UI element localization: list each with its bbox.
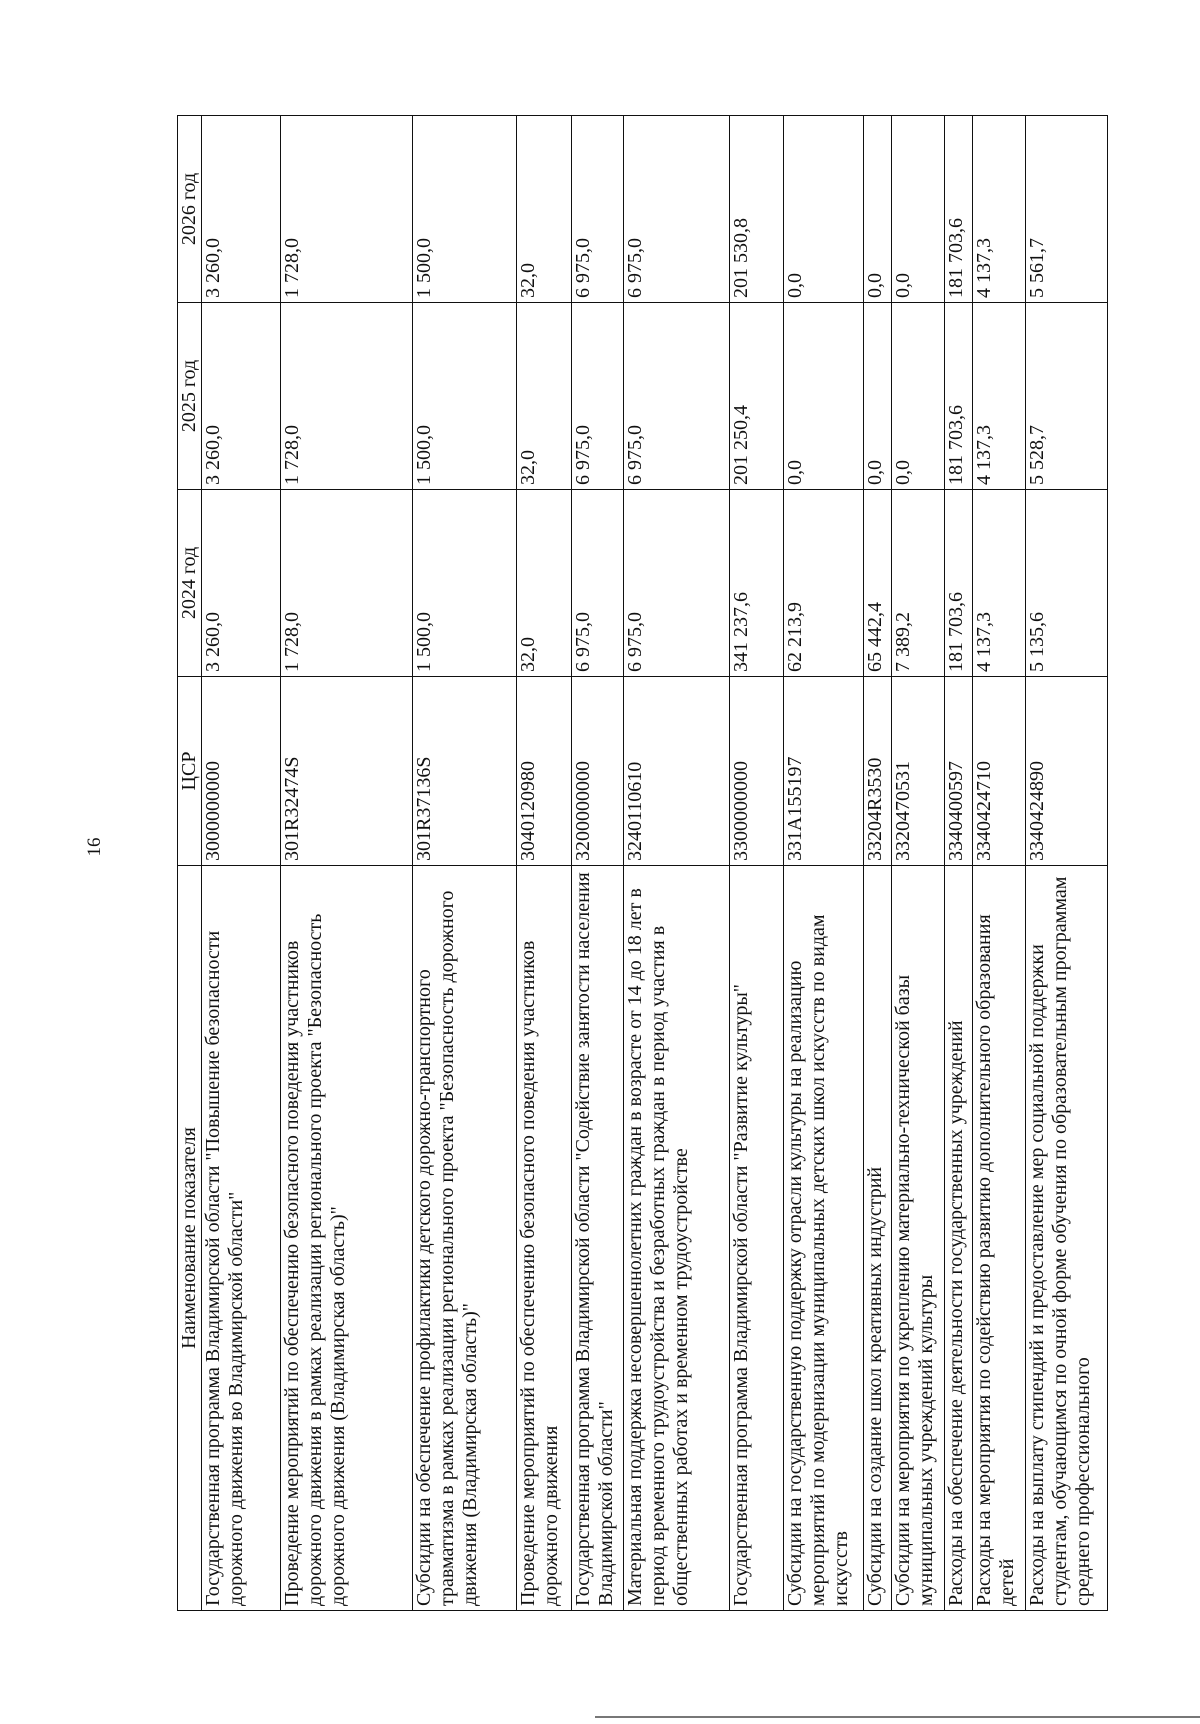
row-name: Государственная программа Владимирской области "Содействие занятости населения Владимирской области" — [572, 866, 624, 1611]
table-row — [945, 116, 973, 1611]
row-2024: 4 137,3 — [973, 490, 1026, 677]
table-row — [413, 116, 517, 1611]
header-name: Наименование показателя — [178, 866, 202, 1611]
row-csr: 3320470531 — [892, 677, 945, 866]
table-row — [864, 116, 892, 1611]
header-2024: 2024 год — [178, 490, 202, 677]
header-csr: ЦСР — [178, 677, 202, 866]
row-name: Материальная поддержка несовершеннолетних граждан в возрасте от 14 до 18 лет в период временного трудоустройства и безработных граждан в период участия в общественных работах и временном трудоустройстве — [624, 866, 730, 1611]
row-2026: 1 728,0 — [281, 116, 413, 303]
rotated-table-container — [177, 116, 1125, 1611]
table-row — [973, 116, 1026, 1611]
row-2024: 62 213,9 — [784, 490, 864, 677]
row-2025: 201 250,4 — [730, 303, 784, 490]
row-csr: 3000000000 — [202, 677, 281, 866]
row-2025: 32,0 — [517, 303, 572, 490]
row-name: Расходы на мероприятия по содействию развитию дополнительного образования детей — [973, 866, 1026, 1611]
scan-edge-line — [595, 1716, 1200, 1718]
row-2025: 3 260,0 — [202, 303, 281, 490]
row-2025: 6 975,0 — [572, 303, 624, 490]
row-2026: 0,0 — [892, 116, 945, 303]
row-2026: 201 530,8 — [730, 116, 784, 303]
row-name: Субсидии на мероприятия по укреплению материально-технической базы муниципальных учреждений культуры — [892, 866, 945, 1611]
row-2026: 0,0 — [784, 116, 864, 303]
row-2026: 3 260,0 — [202, 116, 281, 303]
row-2024: 181 703,6 — [945, 490, 973, 677]
table-body — [202, 116, 1108, 1611]
row-csr: 33204R3530 — [864, 677, 892, 866]
row-csr: 3240110610 — [624, 677, 730, 866]
table-row — [202, 116, 281, 1611]
row-2024: 7 389,2 — [892, 490, 945, 677]
table-row — [572, 116, 624, 1611]
table-row — [730, 116, 784, 1611]
table-row — [892, 116, 945, 1611]
row-csr: 3200000000 — [572, 677, 624, 866]
row-2026: 5 561,7 — [1026, 116, 1108, 303]
row-2025: 181 703,6 — [945, 303, 973, 490]
row-name: Расходы на выплату стипендий и предоставление мер социальной поддержки студентам, обучающимся по очной форме обучения по образовательным программам среднего профессионального — [1026, 866, 1108, 1611]
row-csr: 3340424890 — [1026, 677, 1108, 866]
row-name: Субсидии на государственную поддержку отрасли культуры на реализацию мероприятий по модернизации муниципальных детских школ искусств по видам искусств — [784, 866, 864, 1611]
row-2025: 4 137,3 — [973, 303, 1026, 490]
table-header-row — [178, 116, 202, 1611]
table-row — [1026, 116, 1108, 1611]
row-2026: 32,0 — [517, 116, 572, 303]
row-2025: 1 728,0 — [281, 303, 413, 490]
row-2026: 6 975,0 — [572, 116, 624, 303]
row-name: Субсидии на обеспечение профилактики детского дорожно-транспортного травматизма в рамках реализации регионального проекта "Безопасность дорожного движения (Владимирская область)" — [413, 866, 517, 1611]
row-2024: 32,0 — [517, 490, 572, 677]
row-2024: 1 728,0 — [281, 490, 413, 677]
row-csr: 331A155197 — [784, 677, 864, 866]
row-csr: 3340400597 — [945, 677, 973, 866]
table-row — [517, 116, 572, 1611]
row-2024: 341 237,6 — [730, 490, 784, 677]
row-csr: 3040120980 — [517, 677, 572, 866]
row-2025: 0,0 — [864, 303, 892, 490]
row-csr: 301R37136S — [413, 677, 517, 866]
row-2026: 1 500,0 — [413, 116, 517, 303]
row-name: Государственная программа Владимирской области "Развитие культуры" — [730, 866, 784, 1611]
row-2024: 6 975,0 — [572, 490, 624, 677]
row-2026: 6 975,0 — [624, 116, 730, 303]
row-2026: 181 703,6 — [945, 116, 973, 303]
table-row — [624, 116, 730, 1611]
row-name: Проведение мероприятий по обеспечению безопасного поведения участников дорожного движения — [517, 866, 572, 1611]
row-2025: 5 528,7 — [1026, 303, 1108, 490]
header-2026: 2026 год — [178, 116, 202, 303]
header-2025: 2025 год — [178, 303, 202, 490]
row-2026: 0,0 — [864, 116, 892, 303]
row-name: Расходы на обеспечение деятельности государственных учреждений — [945, 866, 973, 1611]
table-row — [281, 116, 413, 1611]
row-2024: 65 442,4 — [864, 490, 892, 677]
row-2024: 6 975,0 — [624, 490, 730, 677]
table-row — [784, 116, 864, 1611]
row-name: Проведение мероприятий по обеспечению безопасного поведения участников дорожного движения в рамках реализации регионального проекта "Безопасность дорожного движения (Владимирская область)" — [281, 866, 413, 1611]
row-name: Государственная программа Владимирской области "Повышение безопасности дорожного движения во Владимирской области" — [202, 866, 281, 1611]
row-2024: 3 260,0 — [202, 490, 281, 677]
row-name: Субсидии на создание школ креативных индустрий — [864, 866, 892, 1611]
row-2024: 5 135,6 — [1026, 490, 1108, 677]
row-2024: 1 500,0 — [413, 490, 517, 677]
row-csr: 301R32474S — [281, 677, 413, 866]
row-2025: 1 500,0 — [413, 303, 517, 490]
row-2025: 6 975,0 — [624, 303, 730, 490]
row-2025: 0,0 — [784, 303, 864, 490]
page-number: 16 — [84, 837, 105, 857]
row-2025: 0,0 — [892, 303, 945, 490]
row-2026: 4 137,3 — [973, 116, 1026, 303]
budget-table — [177, 115, 1108, 1611]
row-csr: 3340424710 — [973, 677, 1026, 866]
row-csr: 3300000000 — [730, 677, 784, 866]
